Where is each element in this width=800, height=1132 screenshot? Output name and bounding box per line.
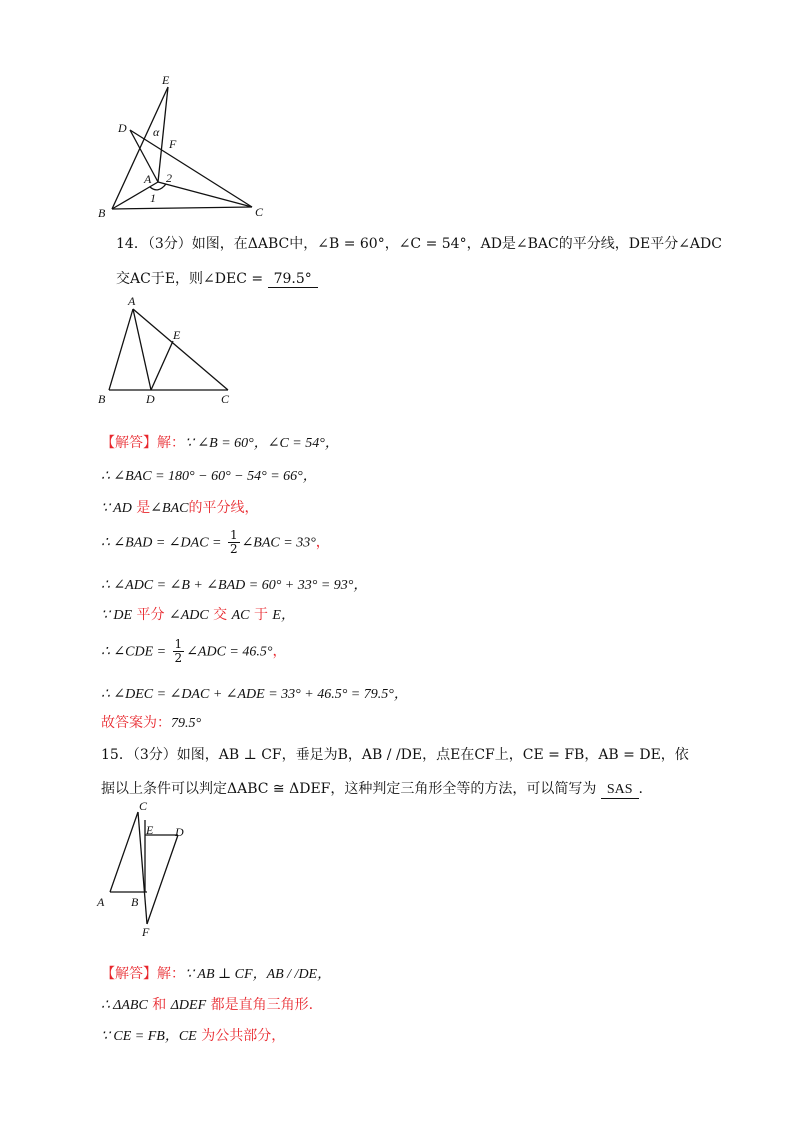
q14-sol-l3a: ∵ AD [101, 501, 132, 516]
q14-answer: 79.5° [268, 271, 318, 288]
q15-sol-l3b: 为公共部分， [201, 1028, 286, 1044]
figure-q13 [90, 70, 290, 230]
q14-sol-l4b: ∠BAC = 33° [241, 535, 316, 551]
q15-label-D: D [175, 825, 184, 839]
q15-label-C: C [139, 799, 148, 813]
q15-text2-end: . [638, 781, 643, 797]
q14-sol-final [101, 712, 201, 732]
q14-sol-l6c: ∠ADC [168, 608, 209, 623]
q14-sol-l6f: 于 [253, 607, 268, 623]
q14-label-B: B [98, 392, 106, 406]
q14-sol-l7-frac [173, 638, 185, 665]
q14-sol-line7 [101, 638, 286, 665]
q14-sol-l7b: ∠ADC = 46.5° [186, 644, 273, 660]
q15-sol-line1 [101, 963, 331, 983]
q14-text2: 交AC于E，则∠DEC = [116, 271, 264, 287]
q14-final-label: 故答案为： [101, 715, 171, 731]
q15-label-F: F [142, 925, 150, 939]
q15-label-E: E [146, 823, 154, 837]
q15-sol-l2a: ∴ ΔABC [101, 998, 148, 1013]
q14-number: 14． [116, 236, 148, 252]
q15-sol-prefix: 解： [157, 966, 185, 982]
q15-sol-tag: 【解答】 [101, 966, 157, 982]
q14-sol-line3 [101, 497, 258, 517]
q15-number: 15． [101, 747, 133, 763]
q15-sol-l2d: 都是直角三角形. [210, 997, 314, 1013]
q14-sol-line2: ∴ ∠BAC = 180° − 60° − 54° = 66°， [101, 469, 317, 484]
q14-sol-l4-frac [228, 529, 240, 556]
q14-score: （3分） [147, 236, 192, 252]
q15-sol-l2c: ΔDEF [170, 998, 207, 1013]
label-C: C [255, 205, 264, 219]
q15-sol-l1: ∵ AB ⊥ CF，AB / /DE， [185, 967, 332, 982]
q14-sol-l6b: 平分 [136, 607, 165, 623]
q14-sol-line1 [101, 432, 339, 452]
q14-line2 [116, 268, 318, 288]
q15-label-A: A [97, 895, 105, 909]
q15-sol-l3a: ∵ CE = FB，CE [101, 1029, 197, 1044]
label-A: A [144, 172, 152, 186]
q14-final-value: 79.5° [171, 716, 202, 731]
q15-text1: 如图，AB ⊥ CF，垂足为B，AB / /DE，点E在CF上，CE = FB，AB = DE，依 [176, 747, 689, 763]
q14-sol-l6e: AC [231, 608, 250, 623]
q14-sol-line5: ∴ ∠ADC = ∠B + ∠BAD = 60° + 33° = 93°， [101, 578, 368, 593]
q14-sol-l6a: ∵ DE [101, 608, 133, 623]
q14-label-A: A [128, 294, 136, 308]
label-F: F [169, 137, 177, 151]
figure-q14 [95, 295, 255, 415]
label-alpha: α [153, 125, 160, 139]
q15-score: （3分） [132, 747, 177, 763]
q15-answer: SAS [601, 782, 639, 799]
q14-sol-l4-num: 1 [229, 528, 238, 542]
q15-line1 [101, 744, 689, 764]
label-D: D [118, 121, 127, 135]
q14-sol-l4c: ， [315, 534, 330, 551]
q14-sol-prefix: 解： [157, 435, 185, 451]
q14-sol-l1: ∵ ∠B = 60°，∠C = 54°， [185, 436, 339, 451]
q15-sol-l2b: 和 [152, 997, 167, 1013]
q14-sol-l4-den: 2 [229, 542, 238, 556]
label-1: 1 [150, 191, 156, 205]
q14-sol-line6 [101, 604, 295, 624]
q14-text1: 如图，在ΔABC中，∠B = 60°，∠C = 54°，AD是∠BAC的平分线，DE平分∠ADC [191, 236, 722, 252]
figure-q15 [90, 798, 210, 938]
q14-sol-l4a: ∴ ∠BAD = ∠DAC = [101, 535, 222, 551]
q14-sol-l7-num: 1 [174, 637, 183, 651]
q14-label-C: C [221, 392, 230, 406]
q14-sol-tag: 【解答】 [101, 435, 157, 451]
q14-sol-l3d: 的平分线， [188, 500, 259, 516]
label-E: E [162, 73, 170, 87]
q15-sol-line3 [101, 1025, 285, 1045]
q14-sol-line8: ∴ ∠DEC = ∠DAC + ∠ADE = 33° + 46.5° = 79.5°， [101, 687, 408, 702]
q15-text2: 据以上条件可以判定ΔABC ≅ ΔDEF，这种判定三角形全等的方法，可以简写为 [101, 781, 597, 797]
q14-sol-l7-den: 2 [174, 651, 183, 665]
q14-label-D: D [146, 392, 155, 406]
q15-sol-line2 [101, 994, 313, 1014]
q14-sol-l7c: ， [272, 643, 287, 660]
q14-sol-l3b: 是 [136, 500, 151, 516]
label-2: 2 [166, 171, 172, 185]
q14-label-E: E [173, 328, 181, 342]
q14-sol-l6g: E， [272, 608, 295, 623]
q14-sol-l3c: ∠BAC [150, 501, 189, 516]
q14-sol-line4 [101, 529, 330, 556]
q14-sol-l6d: 交 [213, 607, 228, 623]
label-B: B [98, 206, 106, 220]
q15-label-B: B [131, 895, 139, 909]
q14-line1 [116, 233, 722, 253]
q14-sol-l7a: ∴ ∠CDE = [101, 644, 167, 660]
q15-line2 [101, 778, 643, 799]
